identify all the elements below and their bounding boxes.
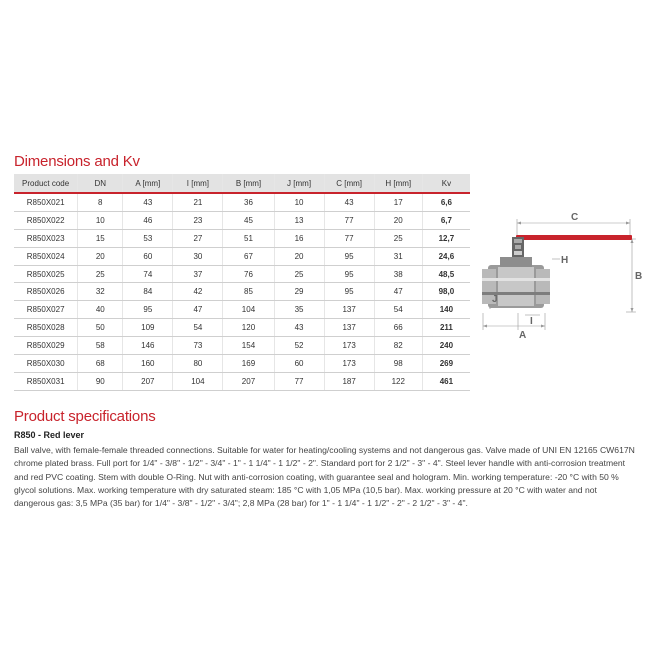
table-cell: 25: [78, 265, 123, 283]
table-cell: 137: [324, 301, 374, 319]
table-cell: 104: [173, 372, 223, 390]
column-header: B [mm]: [223, 174, 274, 193]
table-cell: 40: [78, 301, 123, 319]
table-cell: 173: [324, 337, 374, 355]
label-c: C: [571, 212, 579, 223]
table-cell: 73: [173, 337, 223, 355]
table-cell: 20: [78, 247, 123, 265]
specifications-body: Ball valve, with female-female threaded connections. Suitable for water for heating/cooling systems and not dangerous gas. Valve made of UNI EN 12165 CW617N chrome plated brass. Full port for 1/4" - 3/8" - 1/2" - 3/4" - 1" - 1 1/4" - 1 1/2" - 2". Standard port for 2 1/2" - 3" - 4". Steel lever handle with anti-corrosion treatment and red PVC coating. Stem with double O-Ring. Nut with anti-corrosion coating, with guarantee seal and hologram. Min. working temperature: -20 °C with 50 % glycol solutions. Max. working temperature with dry saturated steam: 185 °C with 1,05 MPa (10,5 bar). Max. working pressure at 20 °C with water and not dangerous gas: 3,5 MPa (35 bar) for 1/4" - 3/8" - 1/2" - 3/4"; 2,8 MPa (28 bar) for 1" - 1 1/4" - 1 1/2" - 2" - 2 1/2" - 3" - 4".: [14, 445, 635, 509]
table-cell: 16: [274, 229, 324, 247]
table-cell: 85: [223, 283, 274, 301]
table-cell: 43: [123, 193, 173, 211]
table-cell: 461: [422, 372, 470, 390]
table-cell: 13: [274, 211, 324, 229]
table-cell: 31: [374, 247, 422, 265]
column-header: H [mm]: [374, 174, 422, 193]
table-cell: 122: [374, 372, 422, 390]
table-header-row: [14, 174, 470, 193]
table-cell: 47: [173, 301, 223, 319]
table-cell: 35: [274, 301, 324, 319]
table-cell: 104: [223, 301, 274, 319]
table-cell: 25: [374, 229, 422, 247]
column-header: J [mm]: [274, 174, 324, 193]
table-cell: 60: [274, 355, 324, 373]
table-cell: 80: [173, 355, 223, 373]
table-cell: 169: [223, 355, 274, 373]
table-cell: 20: [274, 247, 324, 265]
table-cell: 160: [123, 355, 173, 373]
table-cell: 67: [223, 247, 274, 265]
table-cell: 60: [123, 247, 173, 265]
table-cell: 30: [173, 247, 223, 265]
table-cell: 36: [223, 193, 274, 211]
table-cell: R850X021: [14, 193, 78, 211]
dimensions-title: Dimensions and Kv: [14, 153, 140, 170]
table-cell: 187: [324, 372, 374, 390]
table-cell: 95: [324, 265, 374, 283]
column-header: Kv: [422, 174, 470, 193]
table-cell: R850X025: [14, 265, 78, 283]
table-cell: 120: [223, 319, 274, 337]
table-row: [14, 337, 470, 355]
column-header: I [mm]: [173, 174, 223, 193]
table-cell: 43: [324, 193, 374, 211]
table-cell: R850X024: [14, 247, 78, 265]
table-cell: 207: [223, 372, 274, 390]
table-cell: 109: [123, 319, 173, 337]
table-cell: 146: [123, 337, 173, 355]
table-cell: 25: [274, 265, 324, 283]
table-cell: 76: [223, 265, 274, 283]
table-cell: R850X022: [14, 211, 78, 229]
table-row: [14, 265, 470, 283]
table-cell: 20: [374, 211, 422, 229]
table-cell: R850X027: [14, 301, 78, 319]
valve-dimension-diagram: [478, 205, 643, 350]
table-cell: 74: [123, 265, 173, 283]
table-cell: 46: [123, 211, 173, 229]
table-cell: 95: [324, 283, 374, 301]
table-cell: 21: [173, 193, 223, 211]
table-cell: 43: [274, 319, 324, 337]
table-row: [14, 247, 470, 265]
valve-drawing: [482, 235, 632, 308]
table-cell: 98: [374, 355, 422, 373]
table-cell: 15: [78, 229, 123, 247]
table-cell: 95: [123, 301, 173, 319]
table-cell: R850X030: [14, 355, 78, 373]
table-cell: 82: [374, 337, 422, 355]
table-cell: 140: [422, 301, 470, 319]
dimensions-table-body: [14, 193, 470, 390]
table-cell: 240: [422, 337, 470, 355]
specifications-title: Product specifications: [14, 408, 156, 425]
table-cell: 42: [173, 283, 223, 301]
table-cell: 58: [78, 337, 123, 355]
specifications-subtitle: R850 - Red lever: [14, 430, 85, 440]
table-cell: 77: [274, 372, 324, 390]
table-cell: 38: [374, 265, 422, 283]
right-hex-end: [536, 269, 550, 304]
label-j: J: [492, 294, 498, 305]
table-cell: 77: [324, 211, 374, 229]
table-cell: 6,7: [422, 211, 470, 229]
table-cell: 77: [324, 229, 374, 247]
table-cell: 95: [324, 247, 374, 265]
table-cell: 207: [123, 372, 173, 390]
table-cell: 137: [324, 319, 374, 337]
label-h: H: [561, 255, 569, 266]
table-cell: 17: [374, 193, 422, 211]
label-i: I: [530, 316, 533, 327]
table-cell: 211: [422, 319, 470, 337]
table-cell: 98,0: [422, 283, 470, 301]
table-cell: 37: [173, 265, 223, 283]
table-row: [14, 229, 470, 247]
red-lever: [516, 235, 632, 240]
table-cell: 84: [123, 283, 173, 301]
column-header: A [mm]: [123, 174, 173, 193]
table-cell: 48,5: [422, 265, 470, 283]
table-cell: 54: [173, 319, 223, 337]
table-cell: 154: [223, 337, 274, 355]
table-cell: 45: [223, 211, 274, 229]
table-cell: 29: [274, 283, 324, 301]
table-cell: 66: [374, 319, 422, 337]
table-row: [14, 211, 470, 229]
table-row: [14, 301, 470, 319]
table-cell: R850X026: [14, 283, 78, 301]
table-row: [14, 193, 470, 211]
table-row: [14, 283, 470, 301]
table-cell: 6,6: [422, 193, 470, 211]
table-cell: R850X031: [14, 372, 78, 390]
table-cell: 10: [274, 193, 324, 211]
table-cell: 269: [422, 355, 470, 373]
table-cell: 47: [374, 283, 422, 301]
table-cell: 12,7: [422, 229, 470, 247]
label-a: A: [519, 330, 527, 341]
column-header: Product code: [14, 174, 78, 193]
table-cell: 8: [78, 193, 123, 211]
column-header: DN: [78, 174, 123, 193]
table-cell: 10: [78, 211, 123, 229]
table-cell: 27: [173, 229, 223, 247]
table-cell: 23: [173, 211, 223, 229]
table-cell: 90: [78, 372, 123, 390]
table-cell: 52: [274, 337, 324, 355]
table-cell: R850X028: [14, 319, 78, 337]
table-row: [14, 319, 470, 337]
table-cell: 51: [223, 229, 274, 247]
table-cell: R850X023: [14, 229, 78, 247]
table-cell: 32: [78, 283, 123, 301]
table-row: [14, 372, 470, 390]
table-row: [14, 355, 470, 373]
table-cell: 54: [374, 301, 422, 319]
table-cell: 53: [123, 229, 173, 247]
table-cell: R850X029: [14, 337, 78, 355]
table-cell: 50: [78, 319, 123, 337]
table-cell: 24,6: [422, 247, 470, 265]
label-b: B: [635, 271, 643, 282]
column-header: C [mm]: [324, 174, 374, 193]
table-cell: 173: [324, 355, 374, 373]
table-cell: 68: [78, 355, 123, 373]
dimensions-table: [14, 174, 470, 391]
